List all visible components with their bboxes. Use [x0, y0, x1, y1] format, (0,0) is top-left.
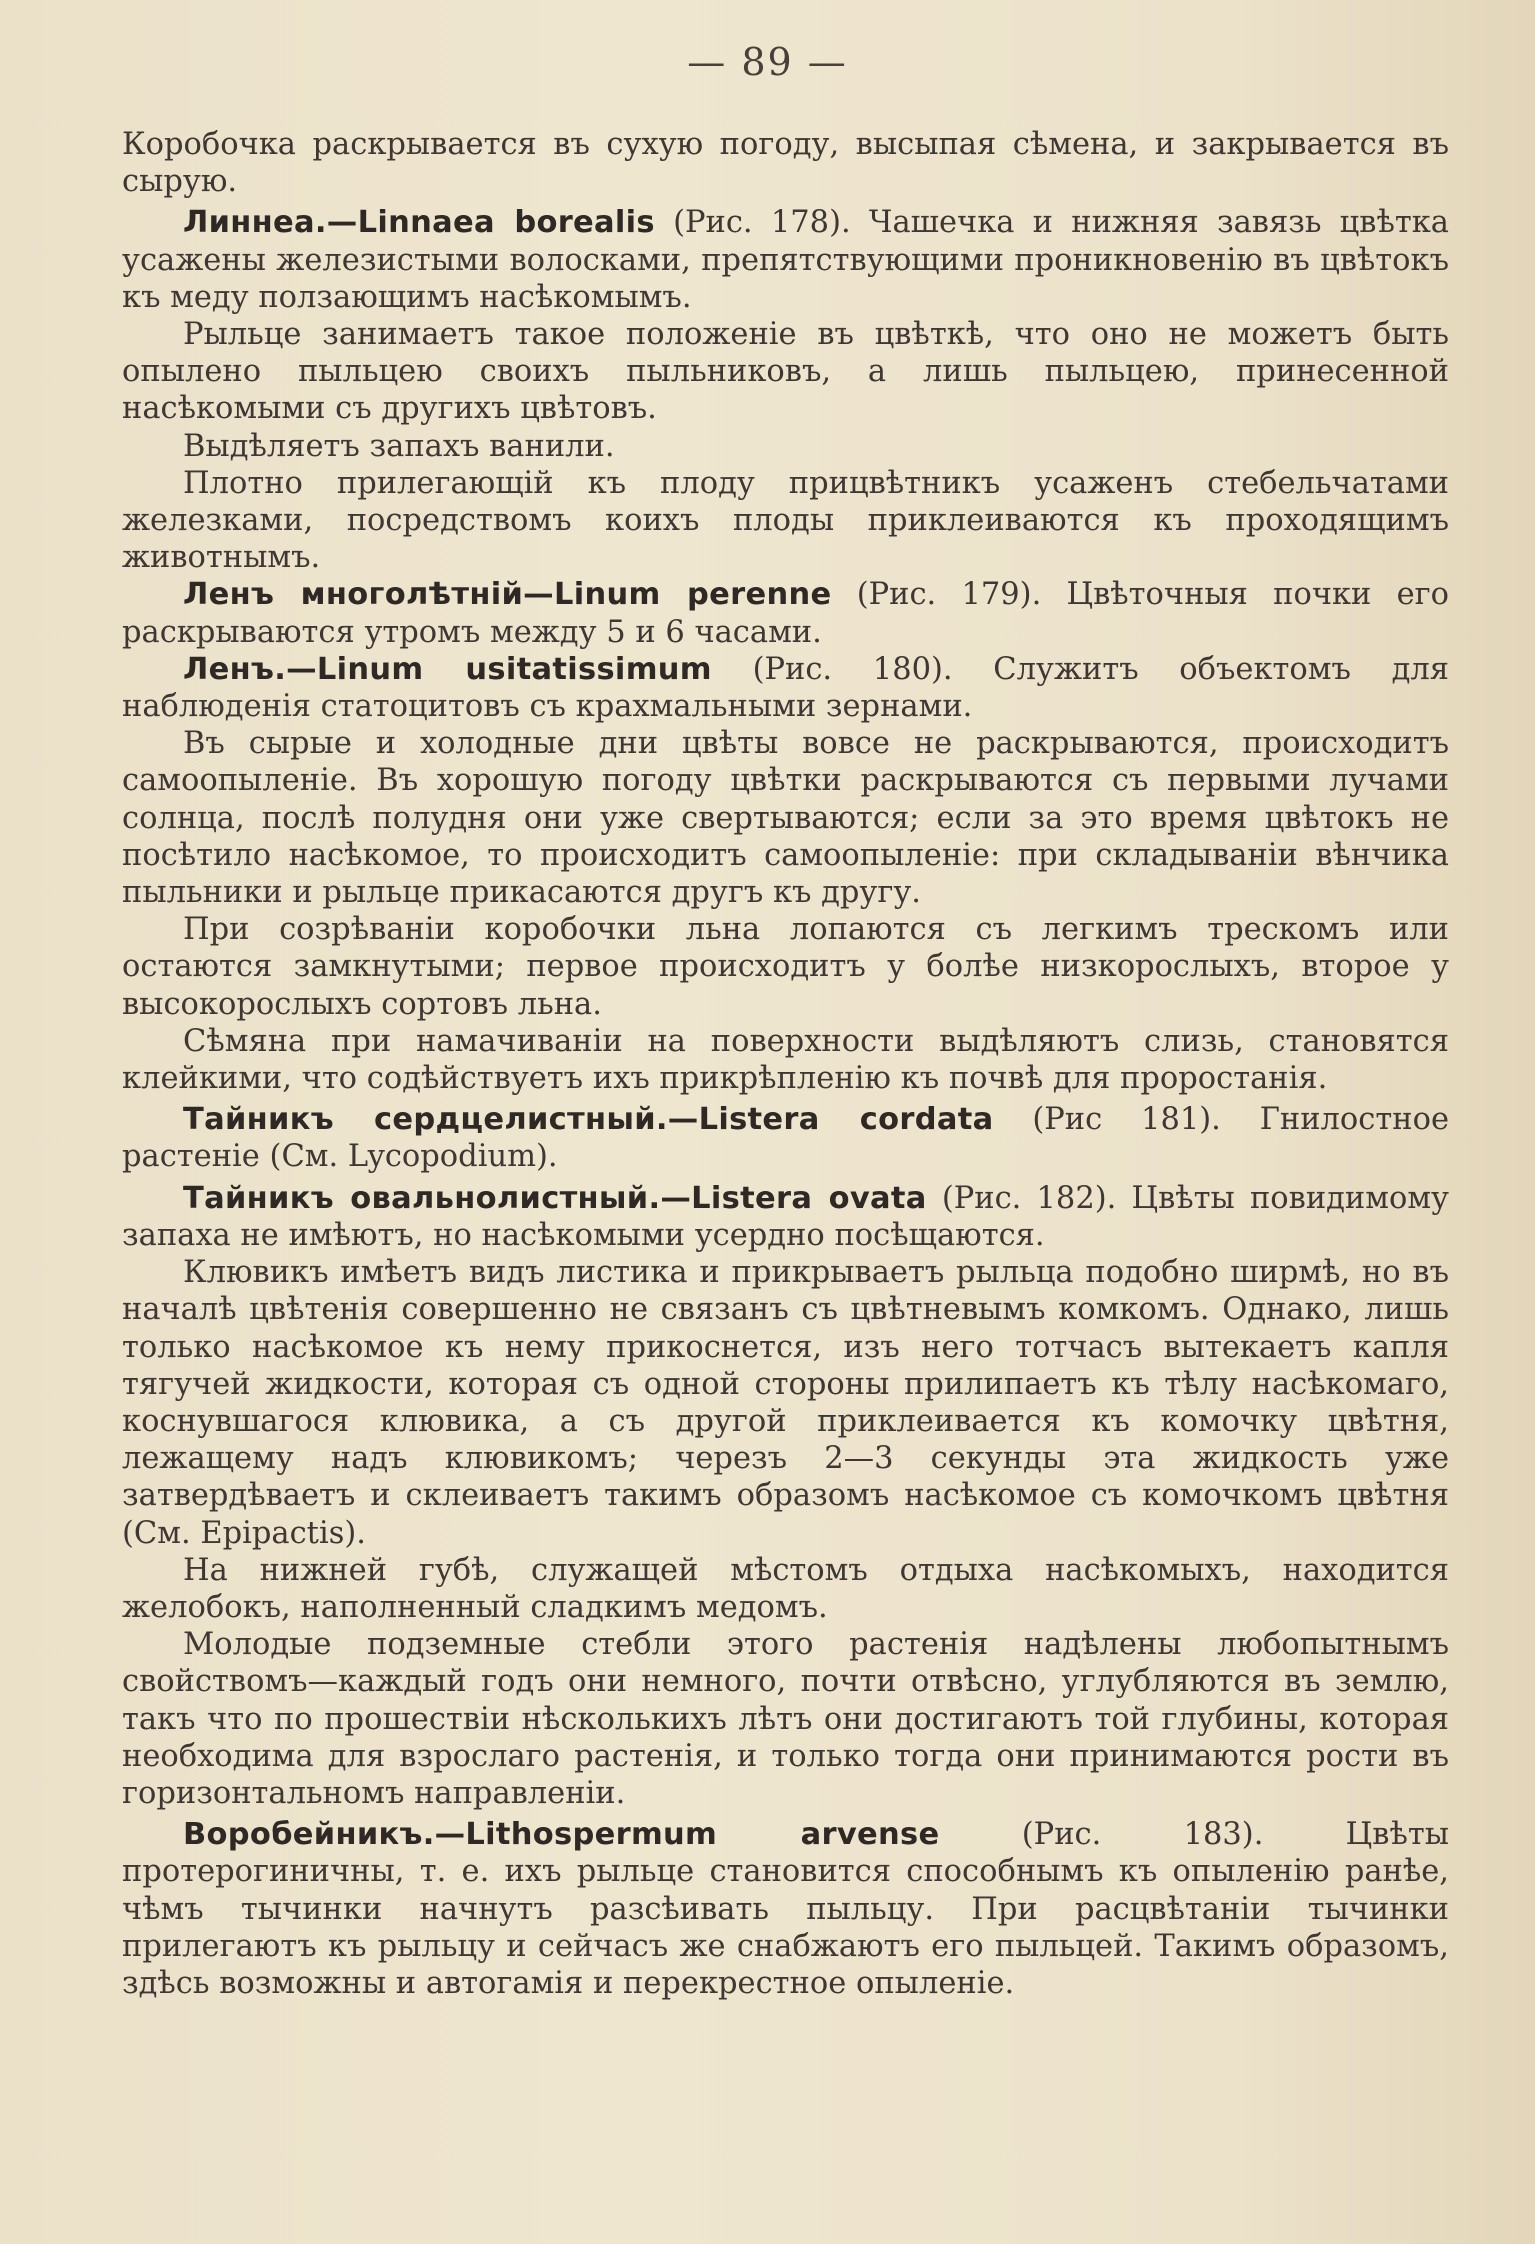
page-body: [122, 126, 1449, 2002]
paragraph: [122, 316, 1449, 428]
paragraph-text: Молодые подземные стебли этого растенія надѣлены любопытнымъ свойствомъ—каждый годъ они немного, почти отвѣсно, углубляются въ землю, такъ что по прошествіи нѣсколькихъ лѣтъ они достигаютъ той глубины, которая необходима для взрослаго растенія, и только тогда они принимаются рости въ горизонтальномъ направленіи.: [122, 1627, 1449, 1811]
paragraph-text: При созрѣваніи коробочки льна лопаются съ легкимъ трескомъ или остаются замкнутыми; первое происходитъ у болѣе низкорослыхъ, второе у высокорослыхъ сортовъ льна.: [122, 912, 1449, 1022]
paragraph-text: Въ сырые и холодные дни цвѣты вовсе не раскрываются, происходитъ самоопыленіе. Въ хорошую погоду цвѣтки раскрываются съ первыми лучами солнца, послѣ полудня они уже свертываются; если за это время цвѣтокъ не посѣтило насѣкомое, то происходитъ самоопыленіе: при складываніи вѣнчика пыльники и рыльце прикасаются другъ къ другу.: [122, 726, 1449, 911]
paragraph-listera-ovata: [122, 1180, 1449, 1254]
paragraph-text: (Рис. 183). Цвѣты протерогиничны, т. е. ихъ рыльце становится способнымъ къ опыленію ранѣе, чѣмъ тычинки начнутъ разсѣивать пыльцу. При расцвѣтаніи тычинки прилегаютъ къ рыльцу и сейчасъ же снабжаютъ его пыльцей. Такимъ образомъ, здѣсь возможны и автогамія и перекрестное опыленіе.: [122, 1817, 1449, 2001]
paragraph: [122, 465, 1449, 577]
paragraph-text: Выдѣляетъ запахъ ванили.: [183, 428, 615, 464]
paragraph-text: На нижней губѣ, служащей мѣстомъ отдыха насѣкомыхъ, находится желобокъ, наполненный сладкимъ медомъ.: [122, 1552, 1449, 1625]
paragraph: [122, 725, 1449, 911]
paragraph: [122, 1023, 1449, 1097]
paragraph-text: (Рис. 179). Цвѣточныя почки его раскрываются утромъ между 5 и 6 часами.: [122, 577, 1450, 650]
entry-heading: Тайникъ овальнолистный.—Listera ovata: [183, 1180, 927, 1216]
entry-heading: Воробейникъ.—Lithospermum arvense: [183, 1817, 940, 1853]
paragraph: [122, 1552, 1449, 1626]
entry-heading: Линнеа.—Linnaea borealis: [183, 205, 655, 241]
paragraph-listera-cordata: [122, 1101, 1449, 1175]
paragraph-text: Клювикъ имѣетъ видъ листика и прикрываетъ рыльца подобно ширмѣ, но въ началѣ цвѣтенія совершенно не связанъ съ цвѣтневымъ комкомъ. Однако, лишь только насѣкомое къ нему прикоснется, изъ него тотчасъ вытекаетъ капля тягучей жидкости, которая съ одной стороны прилипаетъ къ тѣлу насѣкомаго, коснувшагося клювика, а съ другой приклеивается къ комочку цвѣтня, лежащему надъ клювикомъ; черезъ 2—3 секунды эта жидкость уже затвердѣваетъ и склеиваетъ такимъ образомъ насѣкомое съ комочкомъ цвѣтня (См. Epipactis).: [122, 1255, 1449, 1551]
paragraph-text: (Рис. 178). Чашечка и нижняя завязь цвѣтка усажены железистыми волосками, препятствующими проникновенію въ цвѣтокъ къ меду ползающимъ насѣкомымъ.: [122, 205, 1449, 315]
paragraph-linum-usitatissimum: [122, 651, 1449, 725]
paragraph-text: Плотно прилегающій къ плоду прицвѣтникъ усаженъ стебельчатами железками, посредствомъ коихъ плоды приклеиваются къ проходящимъ животнымъ.: [122, 465, 1449, 576]
paragraph: [122, 911, 1449, 1023]
paragraph: [122, 428, 1449, 465]
entry-heading: Ленъ.—Linum usitatissimum: [183, 651, 712, 687]
paragraph-text: (Рис. 182). Цвѣты повидимому запаха не имѣютъ, но насѣкомыми усердно посѣщаются.: [122, 1180, 1450, 1253]
paragraph: [122, 1626, 1449, 1812]
paragraph-linum-perenne: [122, 576, 1449, 650]
paragraph: [122, 1254, 1449, 1552]
paragraph-text: (Рис. 180). Служитъ объектомъ для наблюденія статоцитовъ съ крахмальными зернами.: [122, 651, 1449, 725]
paragraph-capsule: [122, 126, 1449, 200]
paragraph-text: Сѣмяна при намачиваніи на поверхности выдѣляютъ слизь, становятся клейкими, что содѣйствуетъ ихъ прикрѣпленію къ почвѣ для проростанія.: [122, 1023, 1449, 1097]
entry-heading: Ленъ многолѣтній—Linum perenne: [183, 577, 832, 613]
paragraph-lithospermum: [122, 1816, 1449, 2002]
paragraph-text: Рыльце занимаетъ такое положеніе въ цвѣткѣ, что оно не можетъ быть опылено пыльцею своихъ пыльниковъ, а лишь пыльцею, принесенной насѣкомыми съ другихъ цвѣтовъ.: [122, 317, 1449, 427]
paragraph-text: (Рис 181). Гнилостное растеніе (См. Lycopodium).: [122, 1102, 1449, 1175]
paragraph-linnaea: [122, 204, 1449, 316]
entry-heading: Тайникъ сердцелистный.—Listera cordata: [183, 1102, 994, 1138]
paragraph-text: Коробочка раскрывается въ сухую погоду, высыпая сѣмена, и закрывается въ сырую.: [122, 127, 1449, 200]
page-number: — 89 —: [687, 40, 848, 84]
